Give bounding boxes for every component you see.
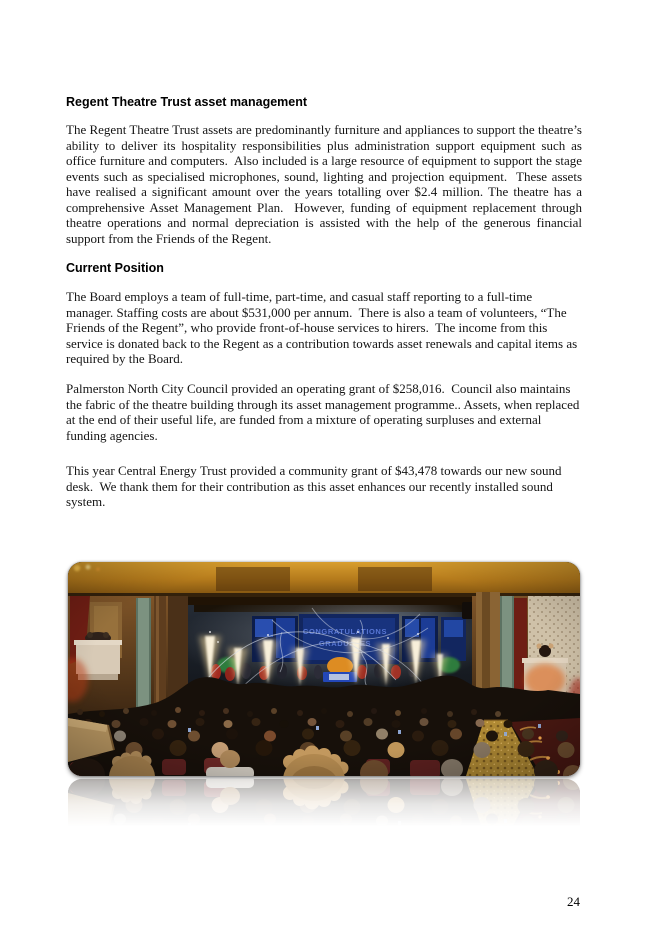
paragraph-energy-trust-grant: This year Central Energy Trust provided a community grant of $43,478 towards our new sound desk. We thank them for their contribution as this asset enhances our recently installed sound system. (66, 463, 565, 509)
theatre-photo (68, 562, 580, 776)
paragraph-staffing: The Board employs a team of full-time, part-time, and casual staff reporting to a full-time manager. Staffing costs are about $531,000 per annum. There is also a team of volunteers, “The Friends of the Regent”, who provide front-of-house services to hirers. The income from this service is donated back to the Regent as a contribution towards asset renewals and capital items as required by the Board. (66, 289, 581, 366)
page-number: 24 (567, 894, 580, 909)
theatre-photo-art (68, 562, 580, 776)
paragraph-assets: The Regent Theatre Trust assets are predominantly furniture and appliances to support the theatre’s ability to deliver its hospitality responsibilities plus administration support equipment such as office furniture and computers. Also included is a large resource of equipment to support the stage events such as specialised microphones, sound, lighting and projection equipment. These assets have realised a significant amount over the years totalling over $2.4 million. The theatre has a comprehensive Asset Management Plan. However, funding of equipment replacement through theatre operations and normal depreciation is assisted with the help of the generous financial support from the Friends of the Regent. (66, 122, 586, 246)
theatre-scene (68, 562, 580, 776)
reflection-fade-overlay (68, 779, 580, 835)
theatre-photo-container (68, 562, 580, 835)
paragraph-council-grant: Palmerston North City Council provided an operating grant of $258,016. Council also maintains the fabric of the theatre building through its asset management programme.. Assets, when replaced at the end of their useful life, are funded from a mixture of operating surpluses and external funding agencies. (66, 381, 583, 443)
heading-current-position: Current Position (66, 261, 164, 275)
heading-asset-management: Regent Theatre Trust asset management (66, 95, 308, 109)
photo-reflection (68, 779, 580, 835)
